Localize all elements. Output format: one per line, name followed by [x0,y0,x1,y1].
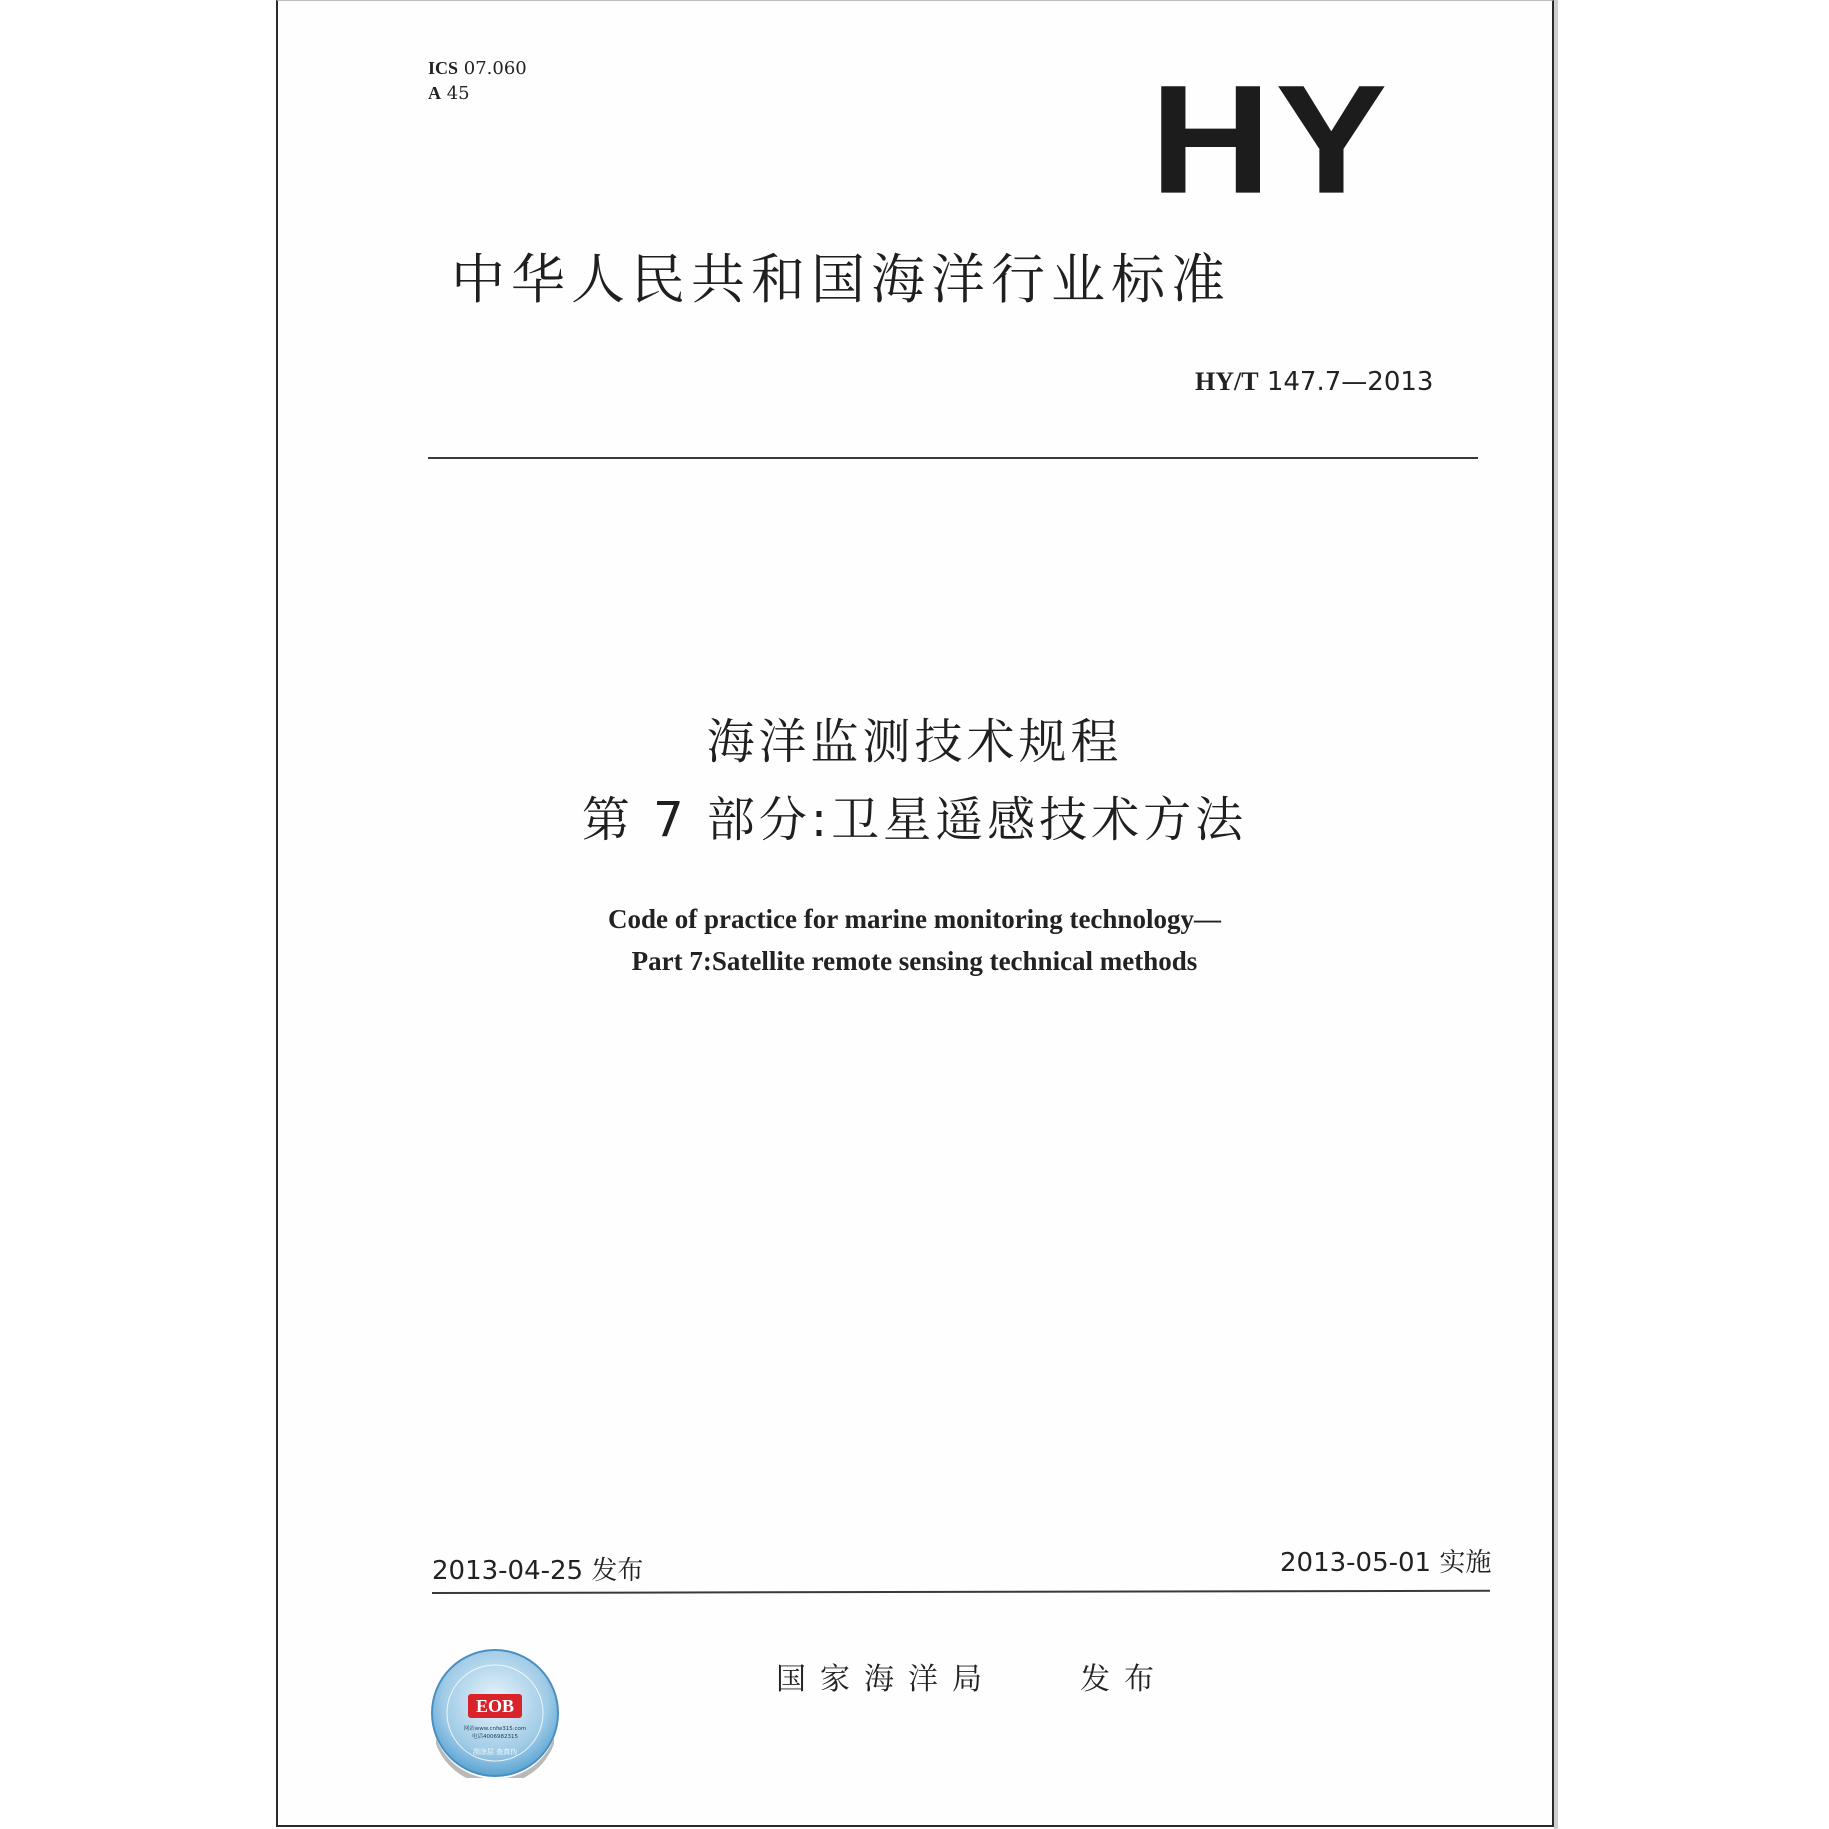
class-number: 45 [446,83,470,104]
ics-classification [428,56,527,106]
standard-code-prefix: HY/T [1195,367,1259,396]
seal-bottom-text: 刮涂层 查真伪 [472,1748,518,1756]
ics-label: ICS [428,58,459,78]
en-title-line1: Code of practice for marine monitoring technology— [608,904,1221,934]
issue-date: 2013-04-25 发布 [432,1556,644,1586]
seal-site-text: 网站www.cnfw315.com [463,1726,527,1732]
publish-word: 发布 [1080,1662,1168,1697]
seal-phone-text: 电话4006982315 [472,1734,518,1740]
standard-category-title: 中华人民共和国海洋行业标准 [451,248,1231,311]
hy-logo: HY [1150,52,1392,226]
svg-text:EOB: EOB [475,1696,515,1716]
ics-number: 07.060 [463,58,527,79]
standard-code-number: 147.7—2013 [1266,367,1434,397]
header-divider [428,457,1478,459]
anti-counterfeit-seal-icon [430,1648,560,1778]
cn-title-line1: 海洋监测技术规程 [706,714,1123,770]
publisher-name: 国家海洋局 [776,1662,996,1697]
implement-date: 2013-05-01 实施 [1280,1548,1492,1578]
cn-title-line2: 第 7 部分:卫星遥感技术方法 [581,792,1248,848]
standard-code [1195,366,1433,398]
en-title-line2: Part 7:Satellite remote sensing technical methods [631,946,1198,976]
class-label: A [428,83,441,103]
